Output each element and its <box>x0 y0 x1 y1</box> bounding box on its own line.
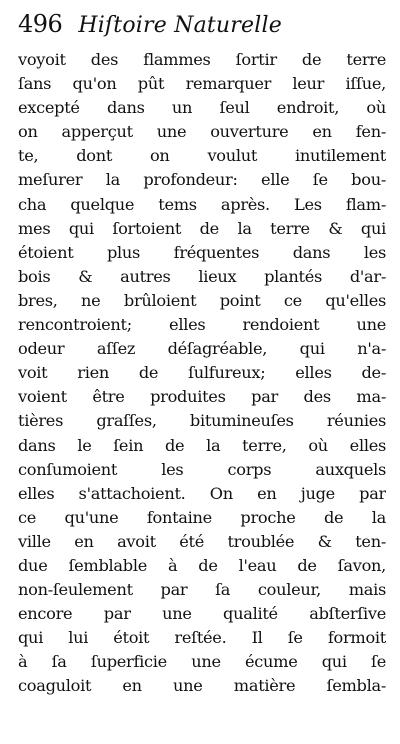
text-line: elles s'attachoient. On en juge par <box>18 483 386 503</box>
text-line: étoient plus fréquentes dans les <box>18 242 386 262</box>
text-line: voient être produites par des ma- <box>18 387 386 407</box>
text-line: non-ſeulement par ſa couleur, mais <box>18 580 386 600</box>
text-line: dans le ſein de la terre, où elles <box>18 435 386 455</box>
text-line: bres, ne brûloient point ce qu'elles <box>18 290 386 310</box>
text-line: excepté dans un ſeul endroit, où <box>18 98 386 118</box>
text-line: voyoit des flammes ſortir de terre <box>18 50 386 69</box>
text-line: mes qui ſortoient de la terre & qui <box>18 218 386 238</box>
text-line: qui lui étoit reſtée. Il ſe formoit <box>18 628 386 648</box>
text-line: coaguloit en une matière ſembla- <box>18 676 386 696</box>
text-line: odeur aſſez déſagréable, qui n'a- <box>18 339 386 359</box>
text-line: voit rien de ſulfureux; elles de- <box>18 363 386 383</box>
text-line: cha quelque tems après. Les flam- <box>18 194 386 214</box>
page-number: 496 <box>18 10 63 38</box>
body-text <box>18 48 386 699</box>
text-line: meſurer la profondeur: elle ſe bou- <box>18 170 386 190</box>
text-line: à ſa ſuperficie une écume qui ſe <box>18 652 386 672</box>
text-line: tières graſſes, bitumineuſes réunies <box>18 411 386 431</box>
text-line: rencontroient; elles rendoient une <box>18 315 386 335</box>
text-line: on apperçut une ouverture en fen- <box>18 122 386 142</box>
text-line: ſans qu'on pût remarquer leur iſſue, <box>18 74 386 94</box>
text-line: ville en avoit été troublée & ten- <box>18 531 386 551</box>
text-line: encore par une qualité abſterſive <box>18 604 386 624</box>
text-line: ce qu'une fontaine proche de la <box>18 507 386 527</box>
text-line: due ſemblable à de l'eau de ſavon, <box>18 555 386 575</box>
text-line: te, dont on voulut inutilement <box>18 146 386 166</box>
text-line: bois & autres lieux plantés d'ar- <box>18 266 386 286</box>
page-header <box>18 10 388 46</box>
text-line: conſumoient les corps auxquels <box>18 459 386 479</box>
running-title: Hiſtoire Naturelle <box>78 13 282 38</box>
